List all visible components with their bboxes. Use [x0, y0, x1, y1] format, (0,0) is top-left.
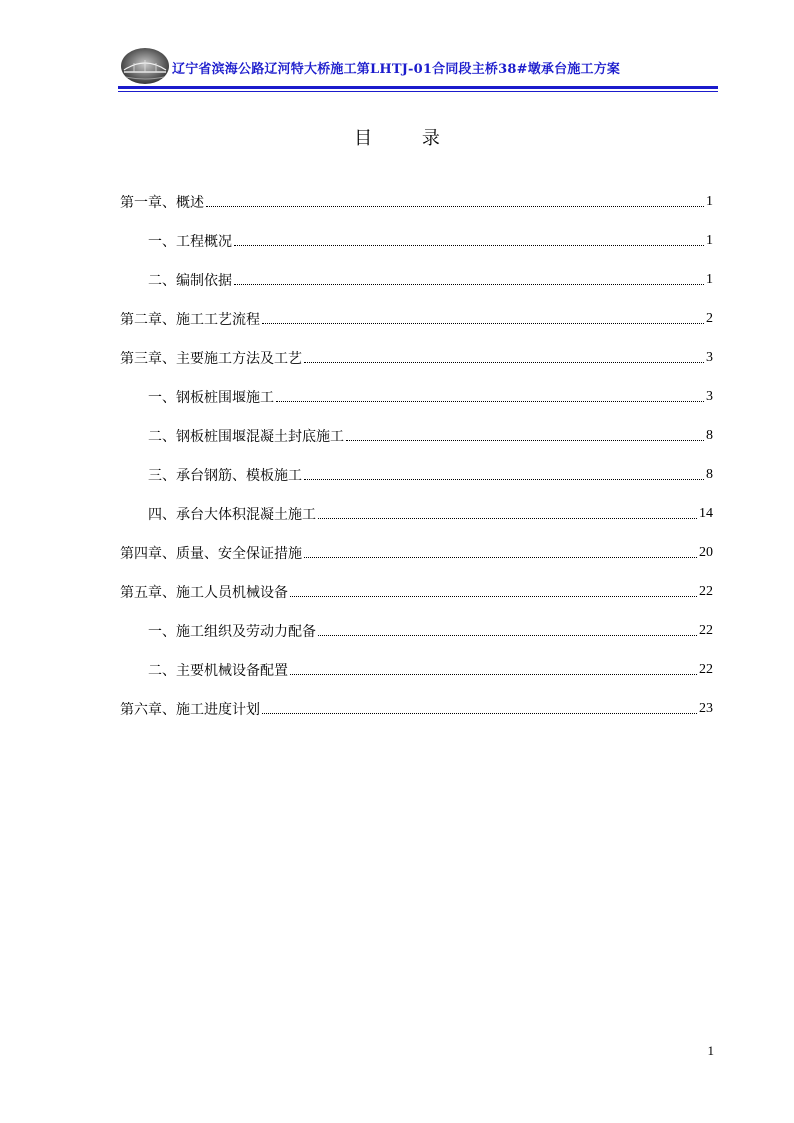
toc-dot-leader — [318, 517, 697, 519]
toc-entry[interactable] — [120, 338, 713, 377]
toc-entry-page: 23 — [699, 700, 713, 716]
toc-entry-label: 一、工程概况 — [148, 233, 232, 250]
toc-dot-leader — [262, 712, 697, 714]
toc-entry-label: 二、主要机械设备配置 — [148, 662, 288, 679]
toc-entry-page: 1 — [706, 193, 713, 209]
toc-entry-label: 第二章、施工工艺流程 — [120, 311, 260, 328]
toc-entry-label: 第一章、概述 — [120, 194, 204, 211]
toc-entry[interactable] — [120, 455, 713, 494]
toc-entry-page: 1 — [706, 271, 713, 287]
toc-dot-leader — [346, 439, 704, 441]
toc-entry-page: 8 — [706, 466, 713, 482]
header-rule-thick — [118, 86, 718, 89]
toc-entry[interactable] — [120, 689, 713, 728]
toc-entry[interactable] — [120, 299, 713, 338]
toc-entry[interactable] — [120, 182, 713, 221]
toc-dot-leader — [290, 595, 697, 597]
table-of-contents — [120, 182, 713, 728]
toc-entry-page: 3 — [706, 388, 713, 404]
toc-dot-leader — [206, 205, 704, 207]
toc-entry-label: 一、钢板桩围堰施工 — [148, 389, 274, 406]
header-title: 辽宁省滨海公路辽河特大桥施工第LHTJ-01合同段主桥38#墩承台施工方案 — [172, 62, 621, 77]
toc-entry[interactable] — [120, 611, 713, 650]
toc-entry-page: 22 — [699, 622, 713, 638]
toc-entry-label: 四、承台大体积混凝土施工 — [148, 506, 316, 523]
toc-entry[interactable] — [120, 533, 713, 572]
toc-entry[interactable] — [120, 416, 713, 455]
toc-entry[interactable] — [120, 260, 713, 299]
toc-dot-leader — [290, 673, 697, 675]
toc-dot-leader — [234, 244, 704, 246]
toc-entry-label: 第六章、施工进度计划 — [120, 701, 260, 718]
toc-entry-page: 2 — [706, 310, 713, 326]
toc-entry-label: 第三章、主要施工方法及工艺 — [120, 350, 302, 367]
toc-dot-leader — [304, 478, 704, 480]
toc-entry-page: 14 — [699, 505, 713, 521]
page-header — [118, 44, 718, 94]
page-number: 1 — [707, 1043, 714, 1058]
toc-entry-label: 二、编制依据 — [148, 272, 232, 289]
toc-entry-page: 1 — [706, 232, 713, 248]
toc-dot-leader — [262, 322, 704, 324]
toc-dot-leader — [234, 283, 704, 285]
toc-entry[interactable] — [120, 572, 713, 611]
toc-entry-page: 22 — [699, 583, 713, 599]
header-rule-thin — [118, 91, 718, 92]
toc-entry-label: 一、施工组织及劳动力配备 — [148, 623, 316, 640]
toc-entry-label: 第四章、质量、安全保证措施 — [120, 545, 302, 562]
toc-entry-page: 8 — [706, 427, 713, 443]
toc-entry-page: 22 — [699, 661, 713, 677]
toc-dot-leader — [304, 556, 697, 558]
toc-entry[interactable] — [120, 494, 713, 533]
toc-entry-label: 三、承台钢筋、模板施工 — [148, 467, 302, 484]
toc-entry-page: 20 — [699, 544, 713, 560]
toc-dot-leader — [304, 361, 704, 363]
toc-entry[interactable] — [120, 377, 713, 416]
toc-dot-leader — [276, 400, 704, 402]
toc-entry-label: 二、钢板桩围堰混凝土封底施工 — [148, 428, 344, 445]
toc-dot-leader — [318, 634, 697, 636]
toc-title: 目 录 — [354, 128, 462, 149]
toc-entry[interactable] — [120, 221, 713, 260]
toc-entry-page: 3 — [706, 349, 713, 365]
bridge-logo-icon — [120, 46, 170, 86]
toc-entry-label: 第五章、施工人员机械设备 — [120, 584, 288, 601]
toc-entry[interactable] — [120, 650, 713, 689]
